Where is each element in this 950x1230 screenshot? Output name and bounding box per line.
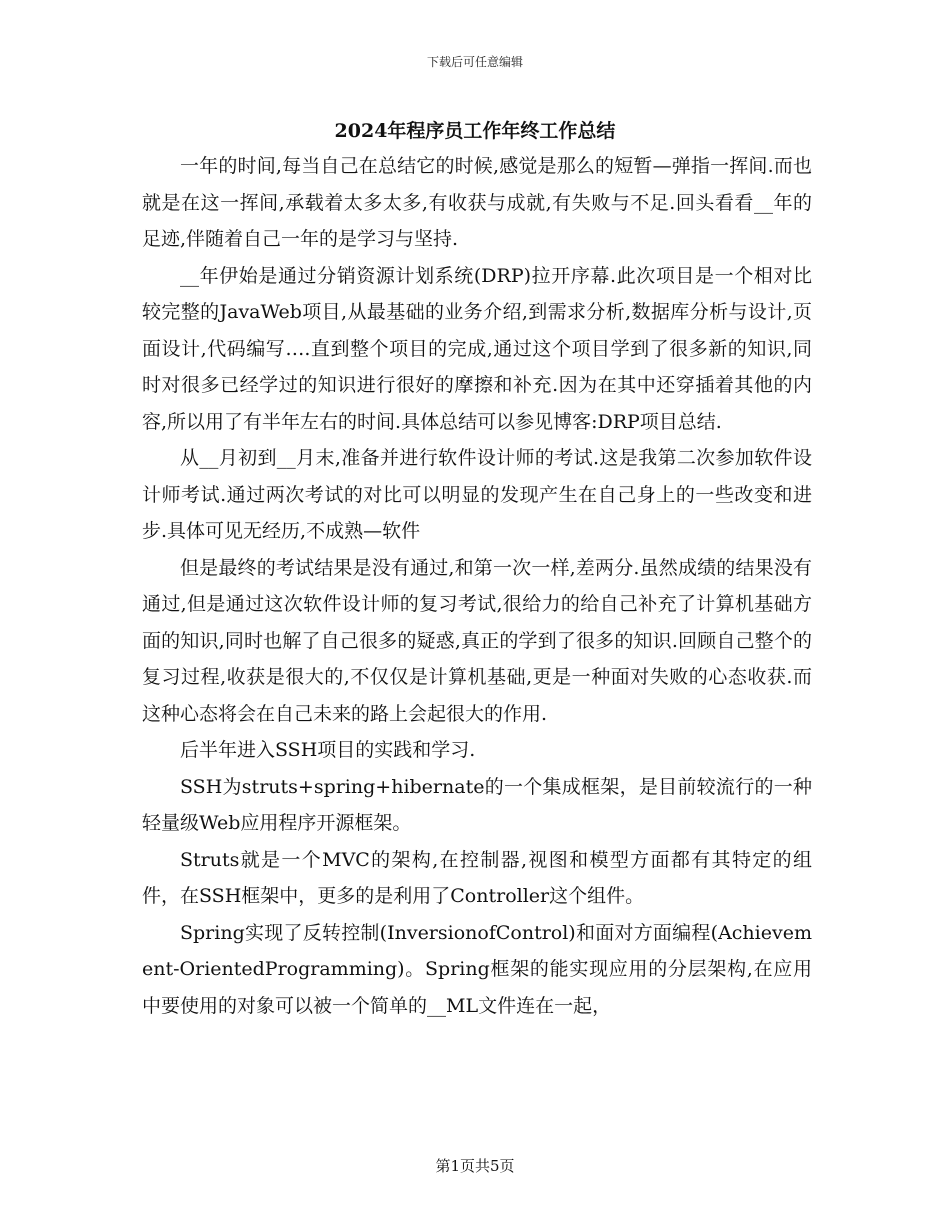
paragraph-6: SSH为struts+spring+hibernate的一个集成框架，是目前较流行的一种轻量级Web应用程序开源框架。 <box>142 775 812 834</box>
paragraph-7: Struts就是一个MVC的架构,在控制器,视图和模型方面都有其特定的组件，在SSH框架中，更多的是利用了Controller这个组件。 <box>142 848 812 907</box>
header-note: 下载后可任意编辑 <box>426 55 523 69</box>
document-body <box>142 148 812 1024</box>
paragraph-8: Spring实现了反转控制(InversionofControl)和面对方面编程(Achievement-OrientedProgramming)。Spring框架的能实现应用的分层架构,在应用中要使用的对象可以被一个简单的__ML文件连在一起， <box>142 921 812 1017</box>
paragraph-3: 从__月初到__月末,准备并进行软件设计师的考试.这是我第二次参加软件设计师考试.通过两次考试的对比可以明显的发现产生在自己身上的一些改变和进步.具体可见无经历,不成熟—软件 <box>142 447 812 542</box>
document-title: 2024年程序员工作年终工作总结 <box>334 120 616 142</box>
paragraph-5: 后半年进入SSH项目的实践和学习. <box>180 739 476 761</box>
paragraph-4: 但是最终的考试结果是没有通过,和第一次一样,差两分.虽然成绩的结果没有通过,但是通过这次软件设计师的复习考试,很给力的给自己补充了计算机基础方面的知识,同时也解了自己很多的疑惑,真正的学到了很多的知识.回顾自己整个的复习过程,收获是很大的,不仅仅是计算机基础,更是一种面对失败的心态收获.而这种心态将会在自己未来的路上会起很大的作用. <box>142 556 812 725</box>
paragraph-1: 一年的时间,每当自己在总结它的时候,感觉是那么的短暂—弹指一挥间.而也就是在这一挥间,承载着太多太多,有收获与成就,有失败与不足.回头看看__年的足迹,伴随着自己一年的是学习与坚持. <box>142 155 812 250</box>
page-footer: 第1页共5页 <box>435 1157 515 1175</box>
paragraph-2: __年伊始是通过分销资源计划系统(DRP)拉开序幕.此次项目是一个相对比较完整的JavaWeb项目,从最基础的业务介绍,到需求分析,数据库分析与设计,页面设计,代码编写….直到整个项目的完成,通过这个项目学到了很多新的知识,同时对很多已经学过的知识进行很好的摩擦和补充.因为在其中还穿插着其他的内容,所以用了有半年左右的时间.具体总结可以参见博客:DRP项目总结. <box>142 264 812 433</box>
